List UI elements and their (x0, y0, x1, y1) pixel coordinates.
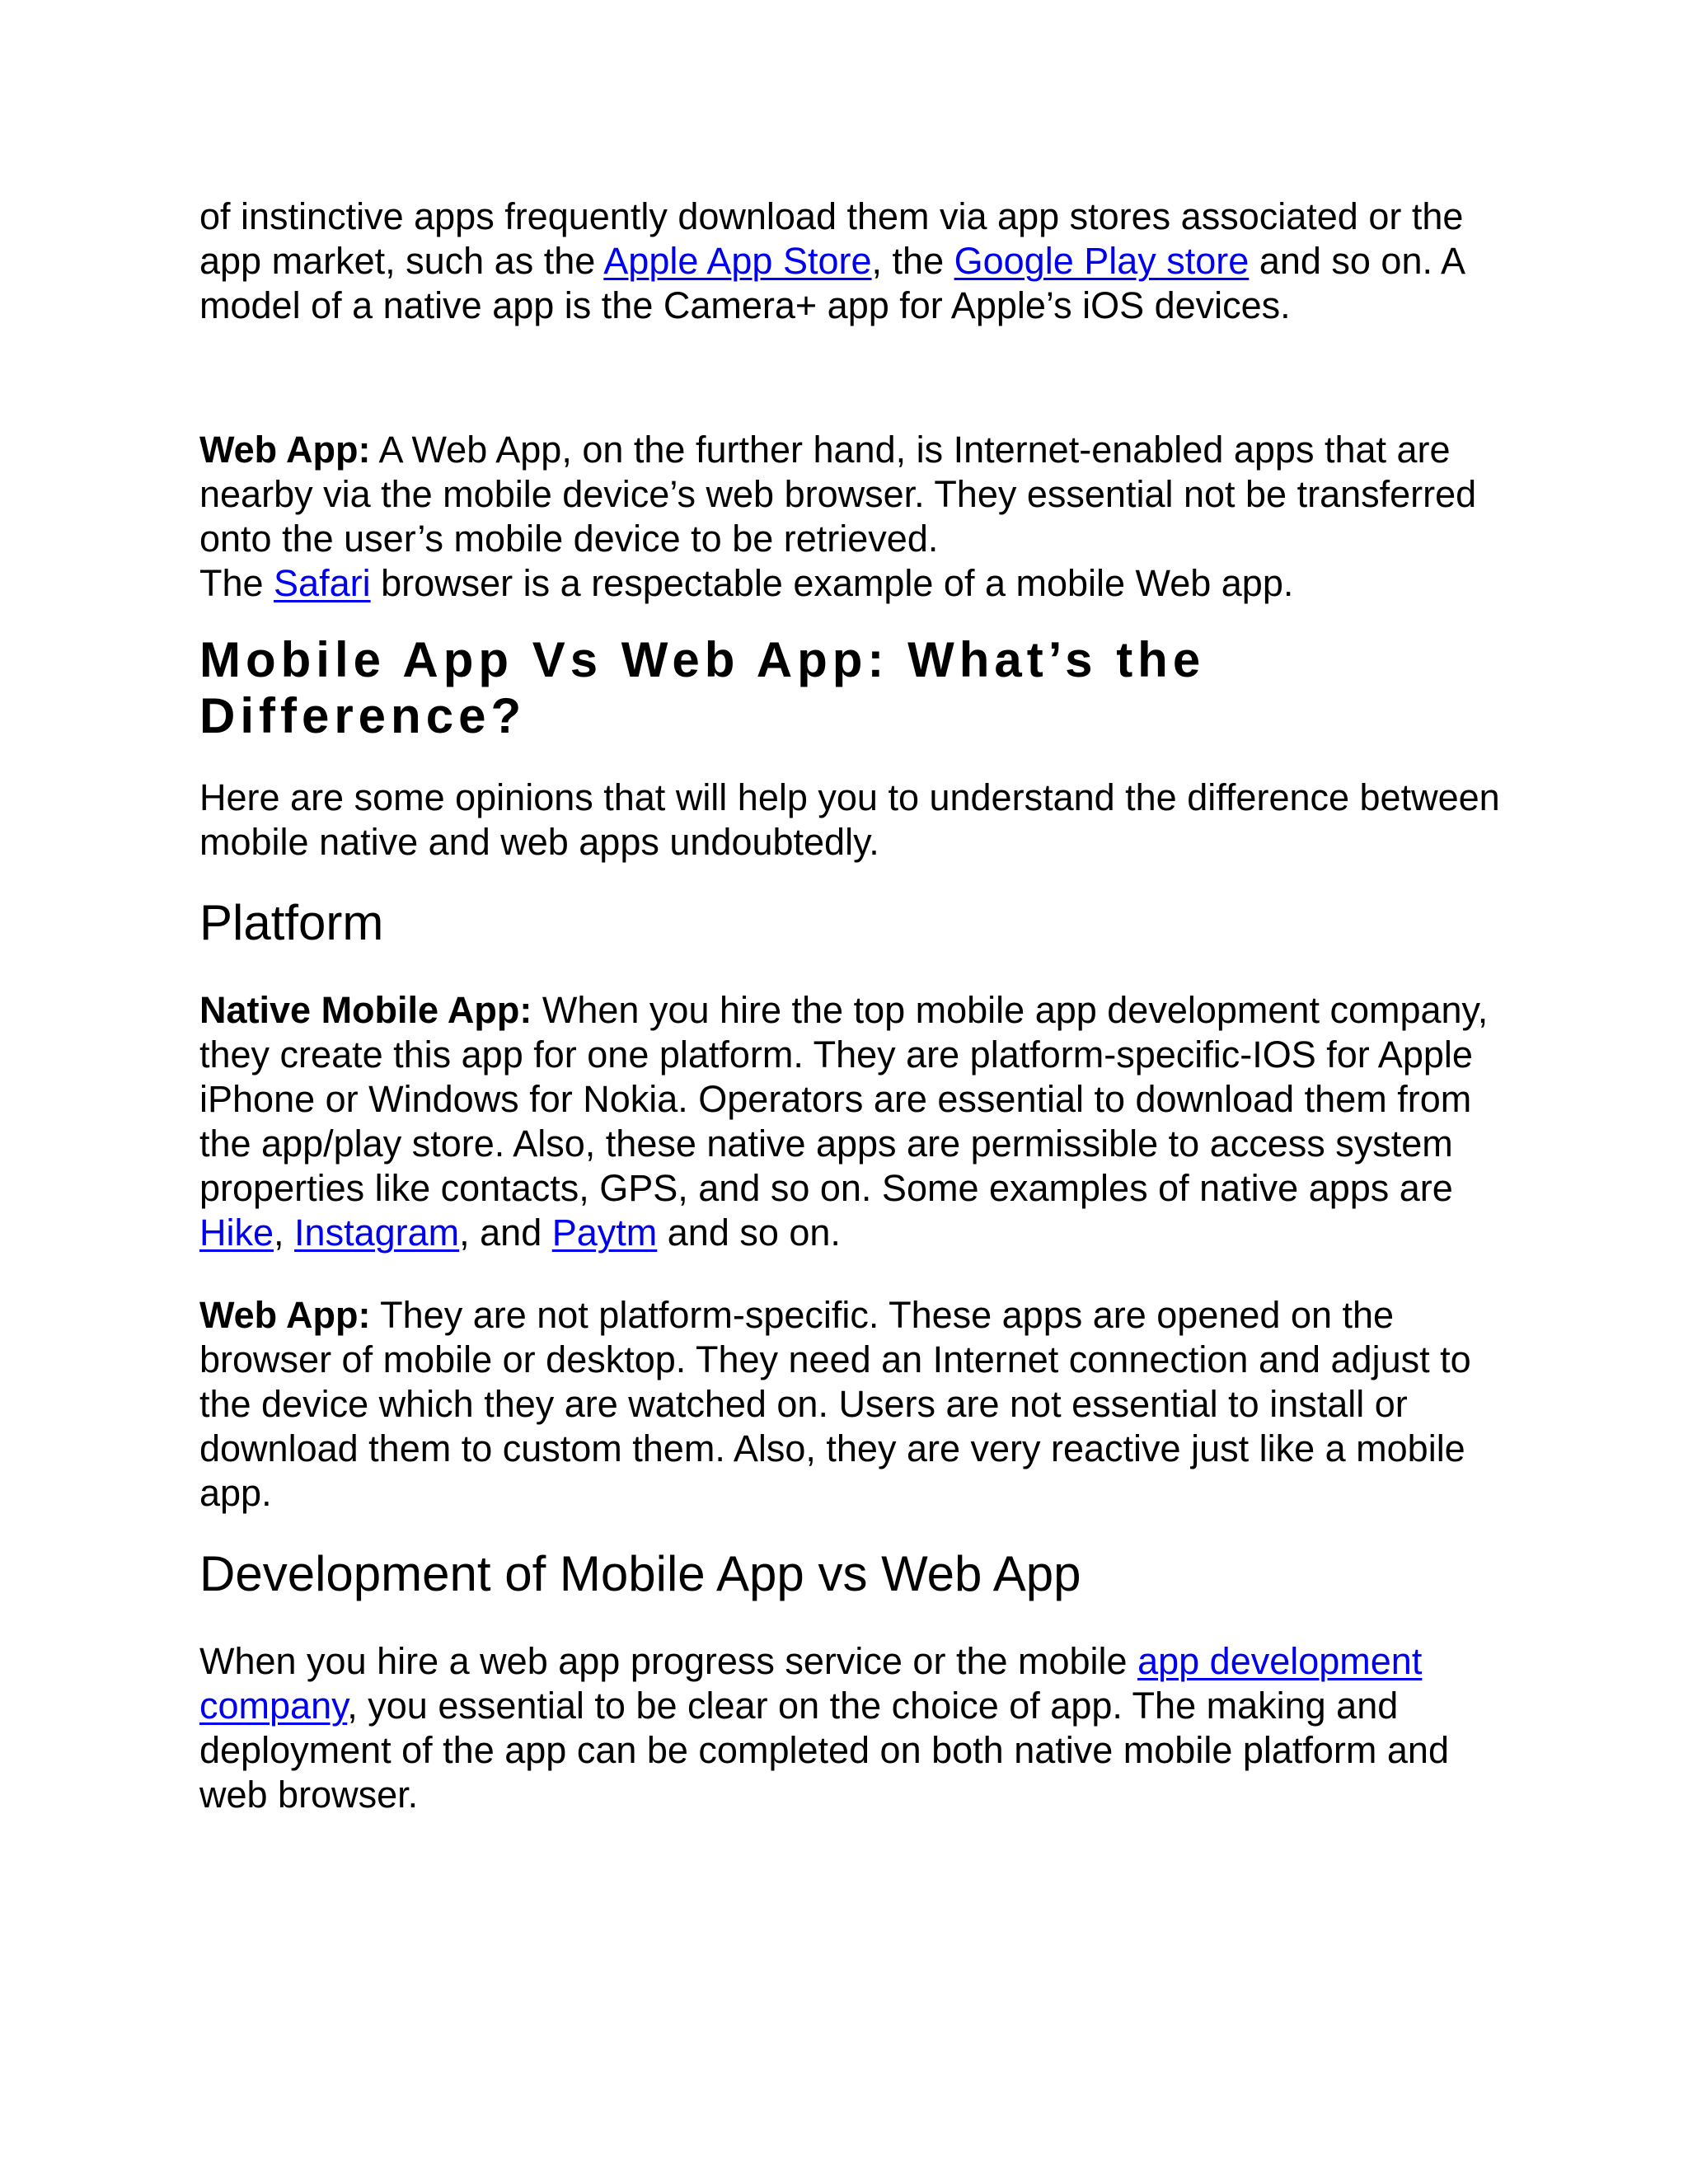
heading-mobile-vs-web: Mobile App Vs Web App: What’s the Difference? (199, 632, 1206, 743)
heading-platform: Platform (199, 895, 384, 950)
text-span: , (274, 1212, 295, 1254)
text-span: browser is a respectable example of a mobile Web app. (370, 562, 1294, 604)
text-span: The (199, 562, 274, 604)
paragraph-safari-example (199, 561, 1518, 606)
paragraph-web-app-definition (199, 428, 1518, 561)
text-span: , you essential to be clear on the choice of app. The making and deployment of the app can be completed on both native mobile platform and web browser. (199, 1685, 1449, 1816)
text-span: and so on. A model of a native app is the Camera+ app for Apple’s iOS devices. (199, 240, 1464, 326)
text-span: They are not platform-specific. These apps are opened on the browser of mobile or desktop. They need an Internet connection and adjust to the device which they are watched on. Users are not essential to install or download them to custom them. Also, they are very reactive just like a mobile app. (199, 1294, 1471, 1514)
link-paytm[interactable]: Paytm (551, 1212, 658, 1254)
text-span: , the (871, 240, 954, 282)
paragraph-app-stores (199, 194, 1518, 328)
paragraph-development (199, 1639, 1518, 1817)
link-safari[interactable]: Safari (274, 562, 371, 604)
text-span: of instinctive apps frequently download them via app stores associated or the app market, such as the (199, 195, 1464, 282)
text-span: A Web App, on the further hand, is Internet-enabled apps that are nearby via the mobile device’s web browser. They essential not be transferred onto the user’s mobile device to be retrieved. (199, 429, 1477, 560)
link-instagram[interactable]: Instagram (294, 1212, 460, 1254)
text-span: When you hire the top mobile app development company, they create this app for one platform. They are platform-specific-IOS for Apple iPhone or Windows for Nokia. Operators are essential to download them from the app/play store. Also, these native apps are permissible to access system properties like contacts, GPS, and so on. Some examples of native apps are (199, 989, 1489, 1209)
bold-label-web-app: Web App: (199, 429, 371, 471)
paragraph-native-mobile-app (199, 988, 1518, 1255)
text-span: When you hire a web app progress service or the mobile (199, 1640, 1138, 1682)
bold-label-native-mobile-app: Native Mobile App: (199, 989, 532, 1031)
link-hike[interactable]: Hike (199, 1212, 274, 1254)
paragraph-web-app-platform (199, 1293, 1518, 1516)
paragraph-intro-differences (199, 776, 1518, 865)
text-span: Here are some opinions that will help you to understand the difference between mobile native and web apps undoubtedly. (199, 776, 1500, 863)
heading-development: Development of Mobile App vs Web App (199, 1546, 1081, 1601)
text-span: , and (459, 1212, 552, 1254)
link-apple-app-store[interactable]: Apple App Store (603, 240, 872, 282)
link-app-development-company[interactable]: app development company (199, 1640, 1423, 1727)
document-body (199, 194, 1518, 1817)
text-span: and so on. (657, 1212, 841, 1254)
link-google-play-store[interactable]: Google Play store (954, 240, 1250, 282)
bold-label-web-app: Web App: (199, 1294, 371, 1336)
